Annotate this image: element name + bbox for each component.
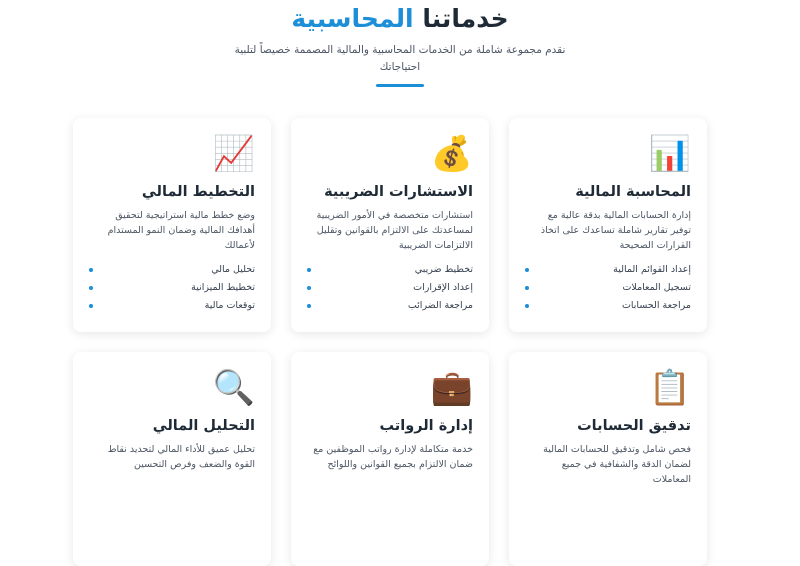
service-card[interactable]	[73, 352, 271, 566]
service-features	[525, 261, 691, 315]
growth-chart-icon: 📈	[212, 134, 255, 174]
section-title-accent: المحاسبية	[291, 4, 414, 33]
title-underline	[376, 84, 424, 87]
service-description: خدمة متكاملة لإدارة رواتب الموظفين مع ضمان الالتزام بجميع القوانين واللوائح	[313, 444, 473, 470]
section-title	[0, 2, 800, 36]
feature-label: إعداد القوائم المالية	[613, 264, 691, 275]
service-description: وضع خطط مالية استراتيجية لتحقيق أهدافك المالية وضمان النمو المستدام لأعمالك	[107, 210, 255, 251]
bullet-dot-icon	[89, 286, 93, 290]
section-subtitle: نقدم مجموعة شاملة من الخدمات المحاسبية والمالية المصممة خصيصاً لتلبية احتياجاتك	[234, 44, 566, 73]
magnifier-icon: 🔍	[212, 368, 255, 408]
feature-label: توقعات مالية	[204, 300, 255, 311]
section-title-main: خدماتنا	[422, 4, 509, 33]
service-features	[89, 261, 255, 315]
feature-label: إعداد الإقرارات	[413, 282, 473, 293]
service-card[interactable]	[509, 352, 707, 566]
briefcase-icon: 💼	[430, 368, 473, 408]
service-card[interactable]	[291, 352, 489, 566]
service-title: التخطيط المالي	[141, 184, 255, 200]
feature-item	[525, 261, 691, 279]
feature-label: تخطيط الميزانية	[191, 282, 255, 293]
feature-item	[525, 279, 691, 297]
service-card[interactable]	[73, 118, 271, 332]
feature-label: تسجيل المعاملات	[622, 282, 691, 293]
bullet-dot-icon	[525, 286, 529, 290]
feature-item	[525, 297, 691, 315]
service-description: استشارات متخصصة في الأمور الضريبية لمساعدتك على الالتزام بالقوانين وتقليل الالتزامات الضريبية	[316, 210, 473, 251]
feature-item	[307, 297, 473, 315]
service-features	[307, 261, 473, 315]
bullet-dot-icon	[307, 304, 311, 308]
feature-item	[89, 261, 255, 279]
bullet-dot-icon	[89, 304, 93, 308]
section-header	[0, 0, 800, 87]
service-title: إدارة الرواتب	[379, 418, 473, 434]
feature-label: تحليل مالي	[211, 264, 255, 275]
service-description: فحص شامل وتدقيق للحسابات المالية لضمان الدقة والشفافية في جميع المعاملات	[543, 444, 691, 485]
feature-item	[307, 261, 473, 279]
clipboard-icon: 📋	[648, 368, 691, 408]
service-card[interactable]	[509, 118, 707, 332]
bar-chart-icon: 📊	[648, 134, 691, 174]
bullet-dot-icon	[89, 268, 93, 272]
bullet-dot-icon	[525, 304, 529, 308]
bullet-dot-icon	[525, 268, 529, 272]
service-title: المحاسبة المالية	[575, 184, 691, 200]
feature-item	[89, 297, 255, 315]
feature-label: مراجعة الضرائب	[407, 300, 473, 311]
feature-item	[307, 279, 473, 297]
money-bag-icon: 💰	[430, 134, 473, 174]
service-title: التحليل المالي	[152, 418, 255, 434]
service-card[interactable]	[291, 118, 489, 332]
service-title: تدقيق الحسابات	[577, 418, 691, 434]
service-description: تحليل عميق للأداء المالي لتحديد نقاط القوة والضعف وفرص التحسين	[107, 444, 255, 470]
bullet-dot-icon	[307, 286, 311, 290]
service-title: الاستشارات الضريبية	[324, 184, 473, 200]
services-grid	[73, 118, 707, 566]
bullet-dot-icon	[307, 268, 311, 272]
service-description: إدارة الحسابات المالية بدقة عالية مع توفير تقارير شاملة تساعدك على اتخاذ القرارات الصحيحة	[540, 210, 691, 251]
feature-label: مراجعة الحسابات	[621, 300, 691, 311]
feature-item	[89, 279, 255, 297]
feature-label: تخطيط ضريبي	[414, 264, 473, 275]
